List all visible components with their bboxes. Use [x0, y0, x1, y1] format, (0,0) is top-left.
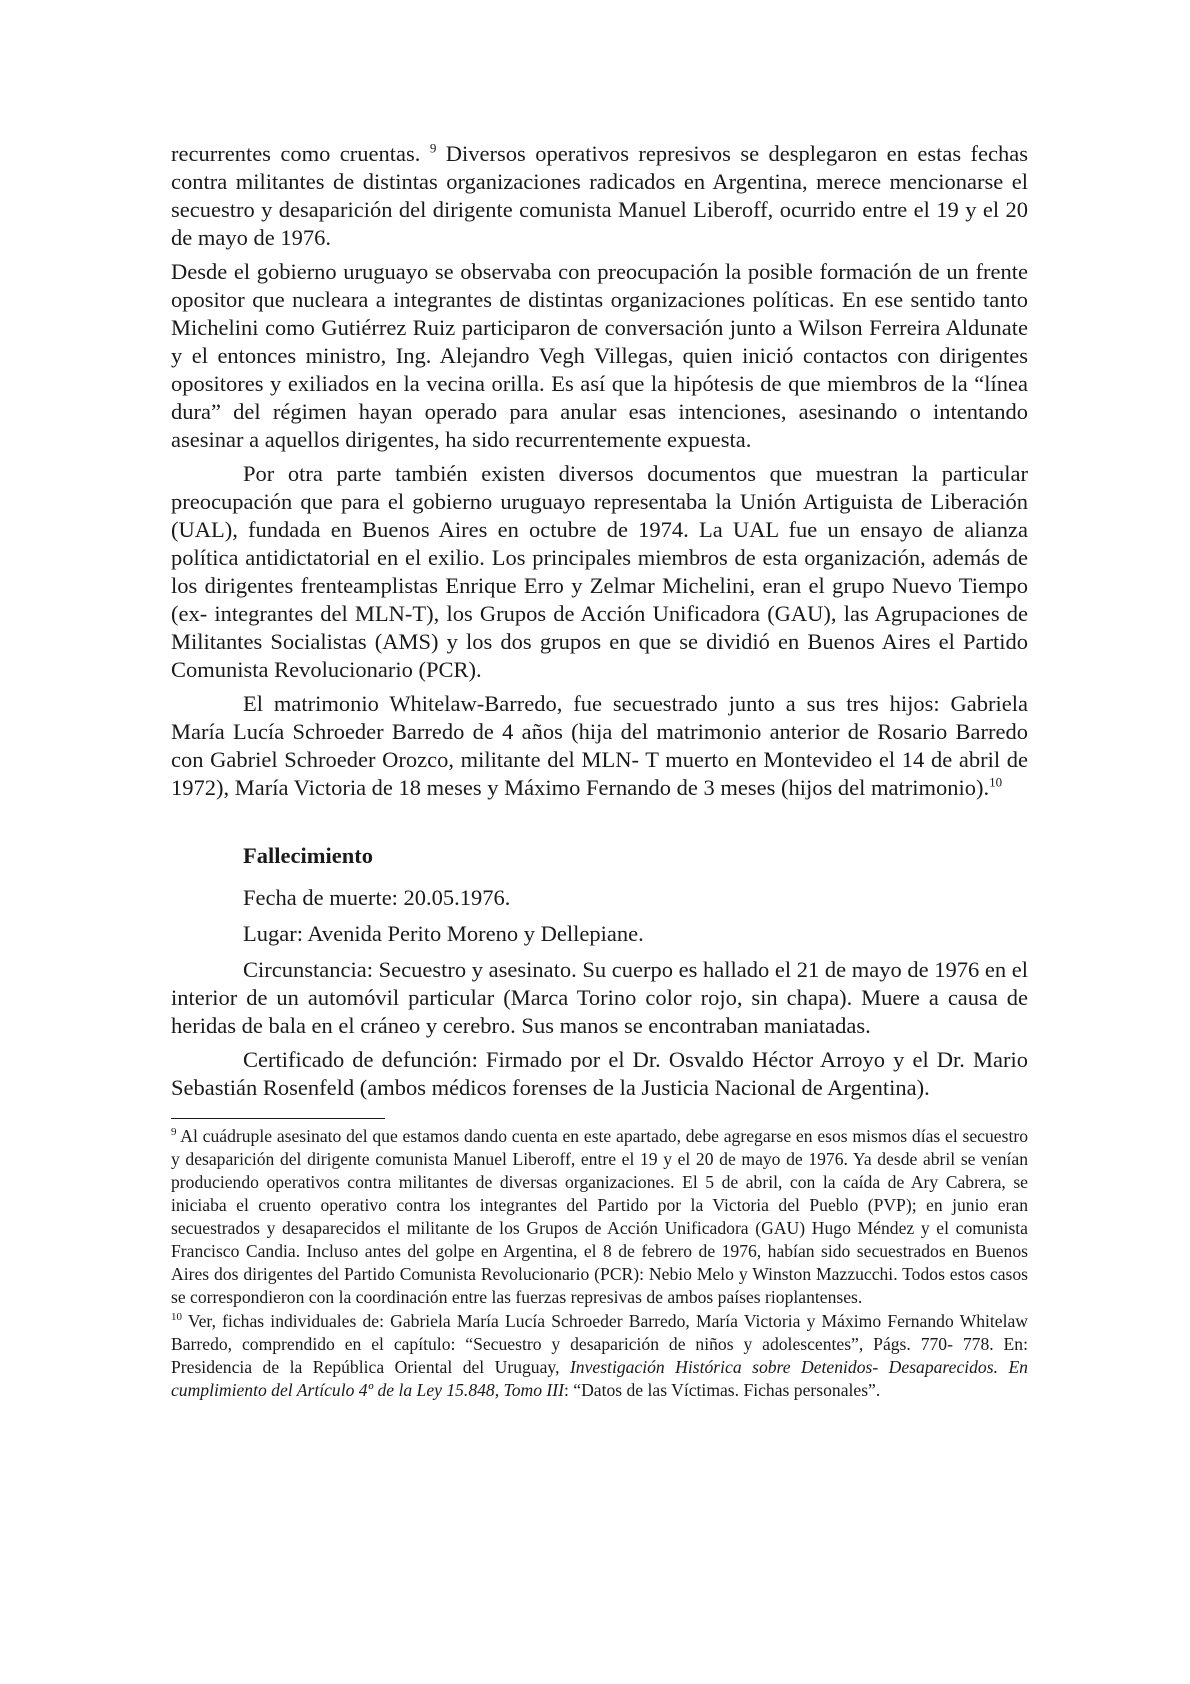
- death-date: Fecha de muerte: 20.05.1976.: [243, 885, 511, 910]
- footnote-10-text-a: Ver, fichas individuales de: Gabriela María Lucía Schroeder Barredo, María Victoria y Máximo Fernando Whitelaw Barredo, comprendido en el capítulo: “Secuestro y desaparición de niños y adolescentes”, Págs. 770- 778. En: Presidencia de la República Oriental del Uruguay,: [171, 1311, 1028, 1377]
- death-place: Lugar: Avenida Perito Moreno y Dellepiane.: [243, 921, 644, 946]
- paragraph-1-text-b: Diversos operativos represivos se desplegaron en estas fechas contra militantes de distintas organizaciones radicados en Argentina, merece mencionarse el secuestro y desaparición del dirigente comunista Manuel Liberoff, ocurrido entre el 19 y el 20 de mayo de 1976.: [171, 141, 1028, 250]
- footnote-ref-9[interactable]: 9: [429, 140, 437, 156]
- footnote-10-number: 10: [171, 1311, 182, 1324]
- paragraph-4-text: El matrimonio Whitelaw-Barredo, fue secuestrado junto a sus tres hijos: Gabriela María Lucía Schroeder Barredo de 4 años (hija del matrimonio anterior de Rosario Barredo con Gabriel Schroeder Orozco, militante del MLN- T muerto en Montevideo el 14 de abril de 1972), María Victoria de 18 meses y Máximo Fernando de 3 meses (hijos del matrimonio).: [171, 691, 1028, 800]
- paragraph-1-text-a: recurrentes como cruentas.: [171, 141, 430, 166]
- footnote-9-text: Al cuádruple asesinato del que estamos dando cuenta en este apartado, debe agregarse en esos mismos días el secuestro y desaparición del dirigente comunista Manuel Liberoff, entre el 19 y el 20 de mayo de 1976. Ya desde abril se venían produciendo operativos contra militantes de diversas organizaciones. El 5 de abril, con la caída de Ary Cabrera, se iniciaba el cruento operativo contra los integrantes del Partido por la Victoria del Pueblo (PVP); en junio eran secuestrados y desaparecidos el militante de los Grupos de Acción Unificadora (GAU) Hugo Méndez y el comunista Francisco Candia. Incluso antes del golpe en Argentina, el 8 de febrero de 1976, habían sido secuestrados en Buenos Aires dos dirigentes del Partido Comunista Revolucionario (PCR): Nebio Melo y Winston Mazzucchi. Todos estos casos se correspondieron con la coordinación entre las fuerzas represivas de ambos países rioplantenses.: [171, 1126, 1028, 1307]
- footnote-10-italic-title: Investigación Histórica sobre Detenidos- Desaparecidos. En cumplimiento del Artículo 4º de la Ley 15.848, Tomo III: [171, 1357, 1028, 1400]
- document-page: [171, 140, 1028, 1403]
- footnote-10: [171, 1310, 1028, 1402]
- footnote-9-number: 9: [171, 1126, 177, 1139]
- footnote-10-text-b: : “Datos de las Víctimas. Fichas personales”.: [563, 1380, 881, 1400]
- footnote-divider: [171, 1118, 385, 1119]
- paragraph-4: [171, 690, 1028, 802]
- paragraph-2: Desde el gobierno uruguayo se observaba con preocupación la posible formación de un frente opositor que nucleara a integrantes de distintas organizaciones políticas. En ese sentido tanto Michelini como Gutiérrez Ruiz participaron de conversación junto a Wilson Ferreira Aldunate y el entonces ministro, Ing. Alejandro Vegh Villegas, quien inició contactos con dirigentes opositores y exiliados en la vecina orilla. Es así que la hipótesis de que miembros de la “línea dura” del régimen hayan operado para anular esas intenciones, asesinando o intentando asesinar a aquellos dirigentes, ha sido recurrentemente expuesta.: [171, 259, 1028, 452]
- paragraph-3: Por otra parte también existen diversos documentos que muestran la particular preocupación que para el gobierno uruguayo representaba la Unión Artiguista de Liberación (UAL), fundada en Buenos Aires en octubre de 1974. La UAL fue un ensayo de alianza política antidictatorial en el exilio. Los principales miembros de esta organización, además de los dirigentes frenteamplistas Enrique Erro y Zelmar Michelini, eran el grupo Nuevo Tiempo (ex- integrantes del MLN-T), los Grupos de Acción Unificadora (GAU), las Agrupaciones de Militantes Socialistas (AMS) y los dos grupos en que se dividió en Buenos Aires el Partido Comunista Revolucionario (PCR).: [171, 461, 1028, 682]
- footnote-9: [171, 1125, 1028, 1309]
- death-certificate: Certificado de defunción: Firmado por el Dr. Osvaldo Héctor Arroyo y el Dr. Mario Sebastián Rosenfeld (ambos médicos forenses de la Justicia Nacional de Argentina).: [171, 1047, 1028, 1100]
- death-circumstance: Circunstancia: Secuestro y asesinato. Su cuerpo es hallado el 21 de mayo de 1976 en el interior de un automóvil particular (Marca Torino color rojo, sin chapa). Muere a causa de heridas de bala en el cráneo y cerebro. Sus manos se encontraban maniatadas.: [171, 957, 1028, 1038]
- paragraph-1: [171, 140, 1028, 252]
- footnote-ref-10[interactable]: 10: [989, 774, 1003, 790]
- section-heading: Fallecimiento: [243, 843, 373, 868]
